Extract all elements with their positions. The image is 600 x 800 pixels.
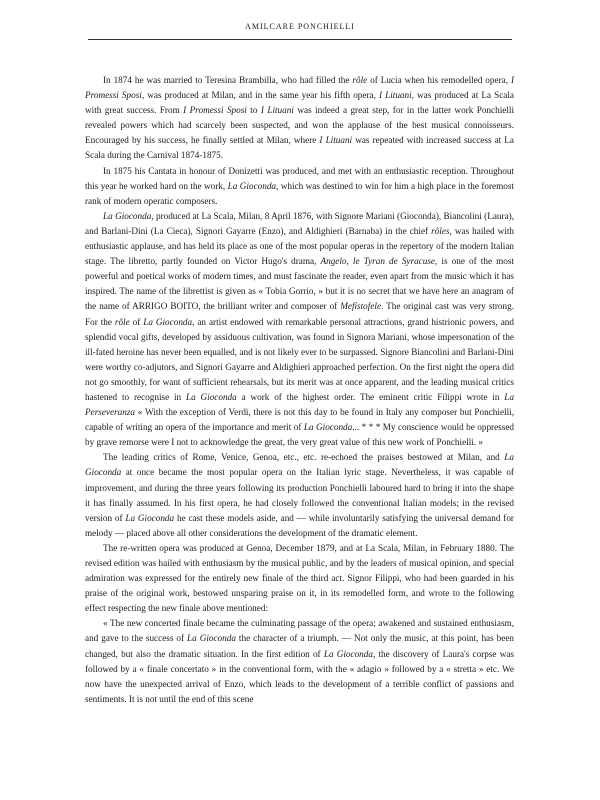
text-run: The re-written opera was produced at Genoa, December 1879, and at La Scala, Milan, in February 1880. The revised edition was hailed with enthusiasm by the musical public, and by the leaders of musical opinion, and special admiration was expressed for the entirely new finale of the third act. Signor Filippi, who had been guarded in his praise of the original work, bestowed unsparing praise on it, in its remodelled form, and wrote to the following effect respecting the new finale above mentioned: <box>85 542 514 614</box>
italic-text: I Promessi Sposi <box>85 75 514 101</box>
italic-text: I Promessi Sposi <box>183 105 247 116</box>
italic-text: La Gioconda <box>185 391 237 402</box>
text-run: , was produced at Milan, and in the same year his fifth opera, <box>141 90 379 101</box>
text-run: « The new concerted finale became the culminating passage of the opera; awakened and sustained enthusiasm, and gave to the success of <box>85 618 514 644</box>
italic-text: La Perseveranza <box>85 391 514 418</box>
text-run: The leading critics of Rome, Venice, Genoa, etc., etc. re-echoed the praises bestowed at Milan, and <box>103 452 505 463</box>
paragraph-2 <box>85 164 514 209</box>
italic-text: I Lituani <box>319 135 353 146</box>
italic-text: La Gioconda <box>85 452 514 478</box>
text-run: , is one of the most powerful and poetical works of modern times, and must fascinate the reader, even apart from the music which it has inspired. The name of the librettist is given as « Tobia Gorrio, » but it is no secret that we have here an anagram of the name of ARRIGO BOITO, the brilliant writer and composer of <box>85 256 515 312</box>
body-text <box>85 73 514 707</box>
italic-text: La Gioconda <box>143 316 193 327</box>
text-run: . The original cast was very strong. For the <box>85 301 515 327</box>
italic-text: I Lituani <box>260 105 294 116</box>
italic-text: La Gioconda <box>323 648 373 659</box>
paragraph-3 <box>85 209 514 451</box>
paragraph-1 <box>85 73 514 164</box>
italic-text: La Gioconda <box>103 210 152 221</box>
text-run: ... * * * My conscience would be oppressed by grave remorse were I not to acknowledge the great, the very great value of this new work of Ponchielli. » <box>85 422 515 448</box>
text-run: , an artist endowed with remarkable personal attractions, grand histrionic powers, and splendid vocal gifts, developed by assiduous cultivation, was found in Signora Mariani, whose impersonation of the ill-fated heroine has never been equalled, and is not likely ever to be surpassed. Signore Biancolini and Barlani-Dini were worthy co-adjutors, and Signori Gayarre and Aldighieri approached perfection. On the first night the opera did not go smoothly, for want of sufficient rehearsals, but its merit was at once apparent, and the leading musical critics hastened to recognise in <box>85 316 514 402</box>
running-head: AMILCARE PONCHIELLI <box>245 22 355 31</box>
text-run: In 1875 his Cantata in honour of Donizetti was produced, and met with an enthusiastic reception. Throughout this year he worked hard on the work, <box>85 165 514 191</box>
text-run: , the discovery of Laura's corpse was followed by a « finale concertato » in the conventional form, with the « adagio » followed by a « stretta » etc. We now have the unexpected arrival of Enzo, which leads to the development of a terrible conflict of passions and sentiments. It is not until the end of this scene <box>85 648 514 704</box>
text-run: « With the exception of Verdi, there is not this day to be found in Italy any composer but Ponchielli, capable of writing an opera of the importance and merit of <box>85 407 514 433</box>
italic-text: rôle <box>114 316 130 327</box>
paragraph-6 <box>85 616 514 707</box>
italic-text: Mefistofele <box>340 301 382 312</box>
text-run: of Lucia when his remodelled opera, <box>367 75 511 85</box>
paragraph-4 <box>85 450 514 541</box>
text-run: of <box>129 316 144 327</box>
text-run: , was produced at La Scala with great success. From <box>85 90 514 116</box>
italic-text: La Gioconda <box>303 422 353 433</box>
text-run: to <box>246 105 261 116</box>
text-run: was repeated with increased success at La Scala during the Carnival 1874-1875. <box>85 135 515 161</box>
text-run: a work of the highest order. The eminent critic Filippi wrote in <box>236 391 505 402</box>
italic-text: rôle <box>352 75 368 85</box>
text-run: at once became the most popular opera on the Italian lyric stage. Nevertheless, it was capable of improvement, and during the three years following its production Ponchielli laboured hard to bring it into the shape it has finally assumed. In his first opera, he had closely followed the conventional Italian models; in the revised version of <box>85 467 514 523</box>
text-run: , was hailed with enthusiastic applause, and has held its place as one of the most popular operas in the repertory of the modern Italian stage. The libretto, partly founded on Victor Hugo's drama, <box>85 225 514 267</box>
text-run: , which was destined to win for him a high place in the foremost rank of modern operatic composers. <box>85 180 514 206</box>
italic-text: La Gioconda <box>187 633 236 644</box>
paragraph-5 <box>85 541 514 616</box>
text-run: , produced at La Scala, Milan, 8 April 1876, with Signore Mariani (Gioconda), Biancolini (Laura), and Barlani-Dini (La Cieca), Signori Gayarre (Enzo), and Aldighieri (Barnaba) in the chief <box>85 210 515 236</box>
italic-text: Angelo, le Tyran de Syracuse <box>320 256 436 267</box>
text-run: was indeed a great step, for in the latter work Ponchielli revealed powers which had scarcely been suspected, and won the applause of the best musical connoisseurs. Encouraged by his success, he finally settled at Milan, where <box>85 105 514 146</box>
italic-text: La Gioconda <box>125 512 175 523</box>
italic-text: I Lituani <box>378 90 412 101</box>
text-run: In 1874 he was married to Teresina Brambilla, who had filled the <box>103 75 353 85</box>
text-run: he cast these models aside, and — while involuntarily satisfying the universal demand for melody — placed above all other considerations the development of the dramatic element. <box>85 512 514 538</box>
italic-text: rôles <box>431 225 450 236</box>
italic-text: La Gioconda <box>227 180 277 191</box>
text-run: the character of a triumph. — Not only the music, at this point, has been changed, but also the dramatic situation. In the first edition of <box>85 633 515 659</box>
header-rule <box>88 39 512 40</box>
